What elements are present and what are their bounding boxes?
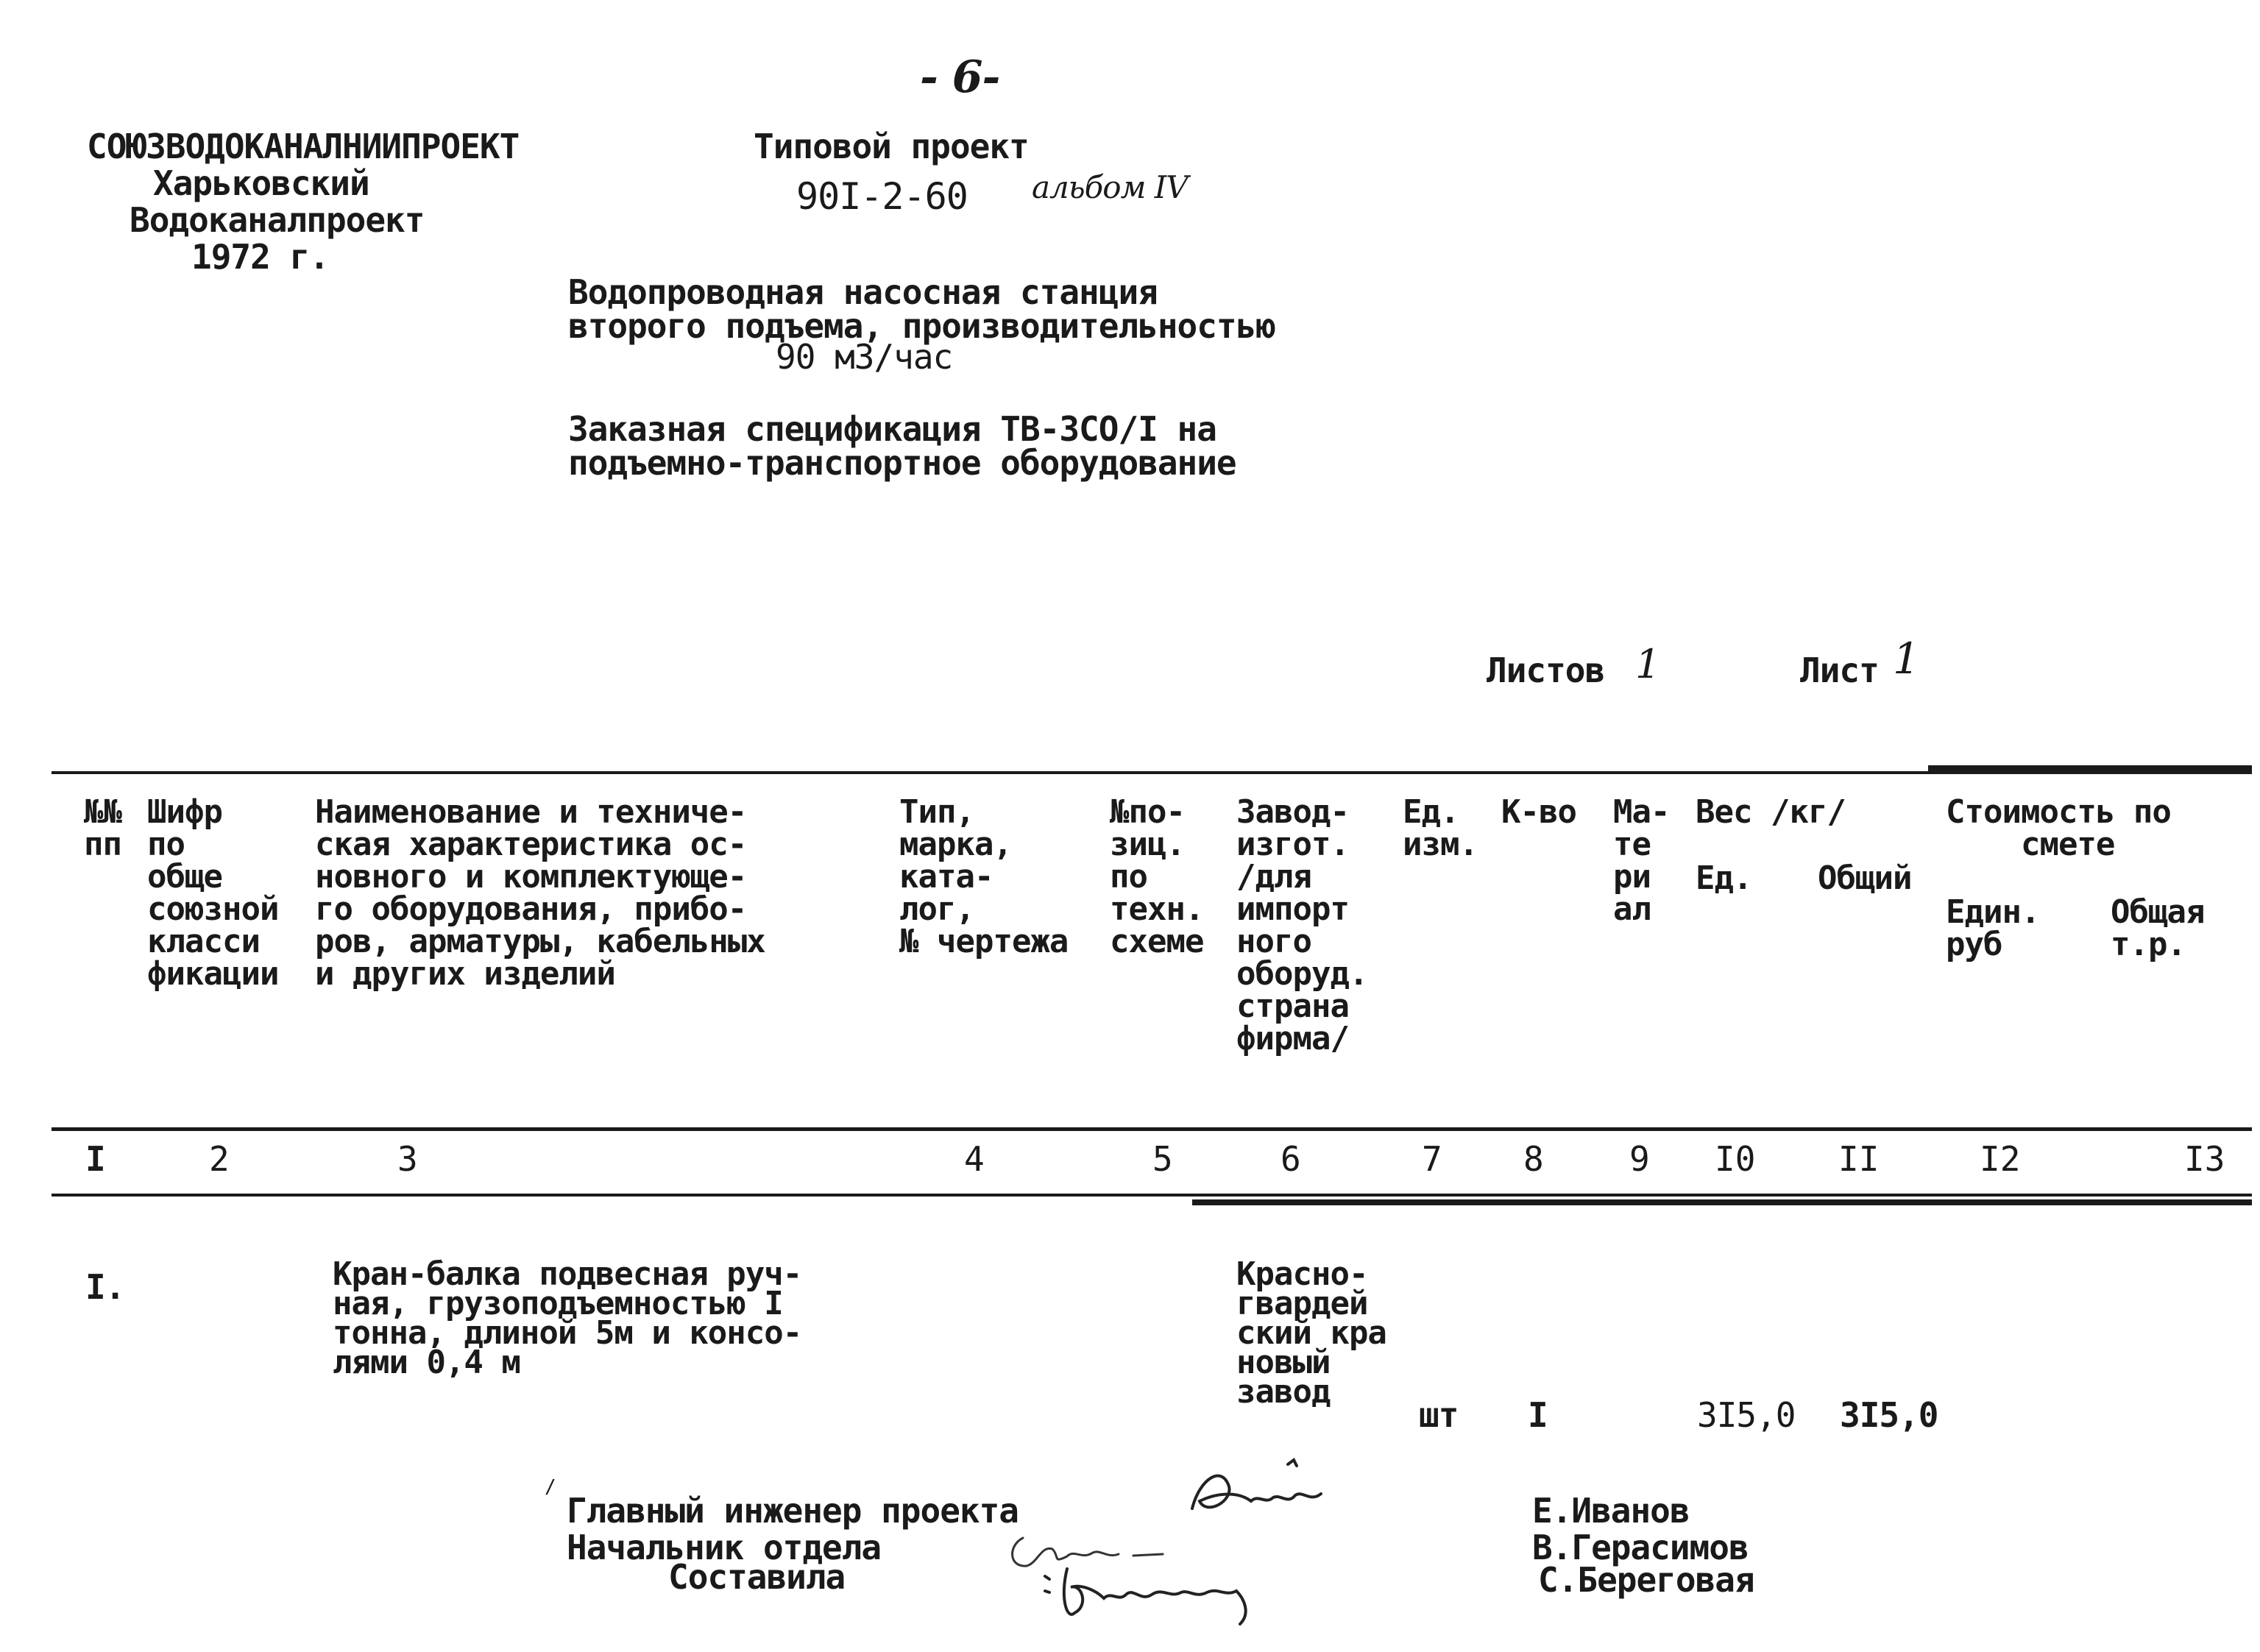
row-number: I. [85, 1267, 125, 1307]
row-weight-total: 3I5,0 [1840, 1395, 1938, 1435]
colnum-2: 2 [209, 1139, 230, 1179]
colnum-7: 7 [1422, 1139, 1442, 1179]
colnum-10: I0 [1715, 1139, 1756, 1179]
header-col6: Завод- изгот. /для импорт ного оборуд. страна фирма/ [1236, 793, 1368, 1057]
colnum-12: I2 [1980, 1139, 2021, 1179]
title-line3: 90 м3/час [776, 337, 953, 377]
colnum-8: 8 [1523, 1139, 1544, 1179]
header-col7: Ед. изм. [1403, 793, 1478, 863]
org-year: 1972 г. [191, 237, 329, 277]
row-factory: Красно- гвардей ский кра новый завод [1236, 1255, 1386, 1411]
spec-line2: подъемно-транспортное оборудование [568, 443, 1236, 483]
signature-beregovaya [1030, 1554, 1295, 1642]
album-note: альбом IV [1032, 169, 1188, 205]
spec-line1: Заказная спецификация ТВ-3СО/I на [568, 409, 1216, 449]
org-line3: Водоканалпроект [130, 200, 425, 240]
header-col11: Общий [1818, 859, 1912, 897]
project-label: Типовой проект [754, 127, 1029, 166]
colnum-9: 9 [1629, 1139, 1650, 1179]
title-line2: второго подъема, производительностью [568, 306, 1275, 346]
colnum-4: 4 [964, 1139, 985, 1179]
header-col13: Общая т.р. [2111, 893, 2205, 963]
numbers-bottom-rule [52, 1194, 2252, 1197]
org-line1: СОЮЗВОДОКАНАЛНИИПРОЕКТ [87, 127, 520, 166]
row-qty: I [1528, 1395, 1548, 1435]
header-cost-top: Стоимость по смете [1946, 793, 2171, 863]
header-col10: Ед. [1696, 859, 1752, 897]
table-top-rule-thick [1928, 765, 2252, 771]
colnum-3: 3 [397, 1139, 418, 1179]
row-name: Кран-балка подвесная руч- ная, грузоподъемностью I тонна, длиной 5м и консо- лями 0,4 м [333, 1255, 802, 1381]
numbers-bottom-rule-thick [1192, 1199, 2252, 1205]
sign-role-1: Главный инженер проекта [567, 1491, 1019, 1531]
header-col1: №№ пп [84, 793, 121, 863]
sheet-label: Лист [1800, 650, 1879, 690]
sheet-value: 1 [1893, 634, 1919, 684]
colnum-5: 5 [1152, 1139, 1173, 1179]
header-col2: Шифр по обще союзной класси фикации [147, 793, 279, 993]
header-bottom-rule [52, 1127, 2252, 1131]
header-col5: №по- зиц. по техн. схеме [1110, 793, 1204, 960]
header-col3: Наименование и техниче- ская характеристика ос- новного и комплектующе- го оборудования, прибо- ров, арматуры, кабельных и других изделий [315, 793, 765, 993]
colnum-6: 6 [1280, 1139, 1301, 1179]
page-number: - 6- [920, 52, 1000, 103]
project-code: 90I-2-60 [796, 175, 968, 218]
row-unit: шт [1419, 1395, 1459, 1435]
header-col4: Тип, марка, ката- лог, № чертежа [899, 793, 1069, 960]
header-weight-top: Вес /кг/ [1696, 793, 1846, 831]
header-col8: К-во [1501, 793, 1576, 831]
sign-role-3: Составила [668, 1557, 846, 1597]
signature-ivanov [1177, 1450, 1347, 1531]
org-line2: Харьковский [153, 163, 369, 203]
colnum-1: I [85, 1139, 106, 1179]
table-top-rule [52, 771, 2252, 774]
sign-name-3: С.Береговая [1538, 1560, 1754, 1600]
sheets-total-value: 1 [1635, 641, 1660, 687]
title-line1: Водопроводная насосная станция [568, 272, 1158, 312]
header-col12: Един. руб [1946, 893, 2040, 963]
margin-tick: / [545, 1476, 556, 1498]
sign-role-2: Начальник отдела [567, 1528, 882, 1567]
row-weight-unit: 3I5,0 [1697, 1395, 1796, 1435]
header-col9: Ма- те ри ал [1613, 793, 1670, 928]
sheets-total-label: Листов [1487, 650, 1605, 690]
sign-name-1: Е.Иванов [1532, 1491, 1690, 1531]
sign-name-2: В.Герасимов [1532, 1528, 1749, 1567]
colnum-11: II [1838, 1139, 1880, 1179]
colnum-13: I3 [2184, 1139, 2225, 1179]
